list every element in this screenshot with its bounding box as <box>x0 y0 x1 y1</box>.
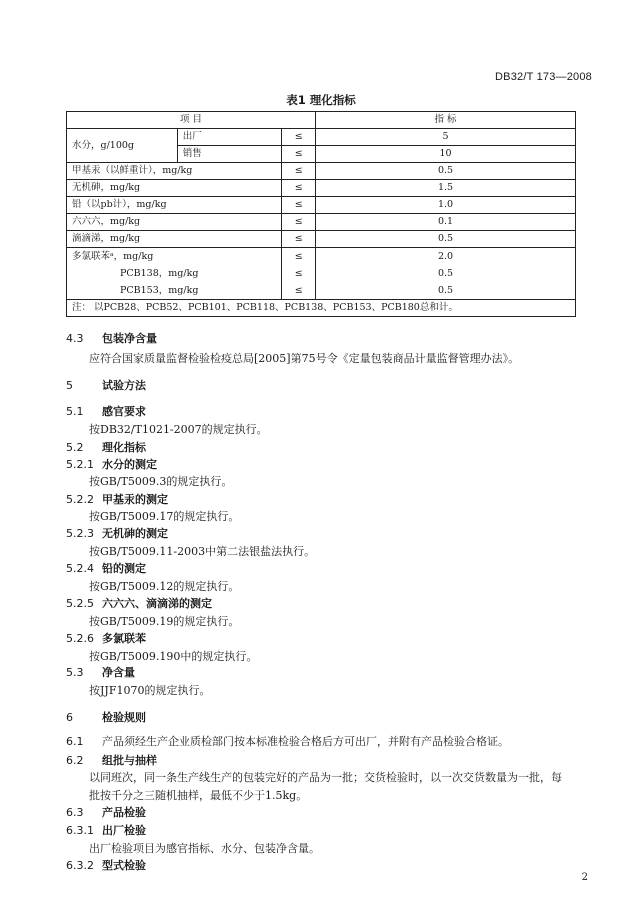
cell-value: 0.5 <box>316 163 576 180</box>
table-row <box>67 180 576 197</box>
paragraph-line <box>89 769 562 785</box>
cell-op: ≤ <box>282 129 316 146</box>
paragraph-line <box>66 733 509 749</box>
pcb138-label: PCB138，mg/kg <box>120 268 199 279</box>
section-number: 5.2.1 <box>66 458 94 471</box>
table-row <box>67 197 576 214</box>
section-heading <box>66 525 168 541</box>
value: 2.0 <box>437 251 454 262</box>
paragraph-text: 产品须经生产企业质检部门按本标准检验合格后方可出厂，并附有产品检验合格证。 <box>102 735 509 748</box>
cell-value: 10 <box>316 146 576 163</box>
paragraph-line <box>89 840 320 856</box>
section-title: 出厂检验 <box>102 824 146 837</box>
paragraph-text: 按GB/T5009.12的规定执行。 <box>89 580 240 593</box>
section-heading <box>66 377 146 393</box>
cell-item: 六六六，mg/kg <box>67 214 282 231</box>
paragraph-text: 按GB/T5009.17的规定执行。 <box>89 510 240 523</box>
cell-op: ≤ <box>282 214 316 231</box>
section-heading <box>66 630 146 646</box>
cell-op: ≤ <box>282 197 316 214</box>
op: ≤ <box>294 268 303 279</box>
table-row-pcb <box>67 248 576 300</box>
paragraph-line <box>89 648 257 664</box>
section-title: 试验方法 <box>102 379 146 392</box>
section-heading <box>66 439 146 455</box>
document-code: DB32/T 173—2008 <box>495 71 592 83</box>
table-row <box>67 163 576 180</box>
section-heading <box>66 664 135 680</box>
paragraph-text: 按GB/T5009.19的规定执行。 <box>89 615 240 628</box>
section-number: 5.2.3 <box>66 527 94 540</box>
section-heading <box>66 403 146 419</box>
pcb-total-label: 多氯联苯ᵃ，mg/kg <box>72 251 154 262</box>
paragraph-text: 应符合国家质量监督检验检疫总局[2005]第75号令《定量包装商品计量监督管理办法》。 <box>89 352 520 365</box>
paragraph-line <box>89 787 307 803</box>
paragraph-text: 按GB/T5009.11-2003中第二法银盐法执行。 <box>89 545 316 558</box>
op: ≤ <box>294 251 303 262</box>
paragraph-line <box>89 421 268 437</box>
section-number: 5.2 <box>66 441 84 454</box>
page-number: 2 <box>581 872 588 883</box>
section-heading <box>66 822 146 838</box>
section-heading <box>66 595 212 611</box>
section-number: 6.3.2 <box>66 859 94 872</box>
section-number: 5.2.6 <box>66 632 94 645</box>
section-number: 4.3 <box>66 332 84 345</box>
paragraph-line <box>89 578 239 594</box>
section-title: 多氯联苯 <box>102 632 146 645</box>
section-number: 5.2.2 <box>66 493 94 506</box>
header-index: 指 标 <box>316 112 576 129</box>
paragraph-text: 按GB/T5009.190中的规定执行。 <box>89 650 258 663</box>
section-heading <box>66 330 157 346</box>
paragraph-text: 出厂检验项目为感官指标、水分、包装净含量。 <box>89 842 320 855</box>
table-note: 注： 以PCB28、PCB52、PCB101、PCB118、PCB138、PCB153、PCB180总和计。 <box>67 300 576 317</box>
paragraph-text: 按DB32/T1021-2007的规定执行。 <box>89 423 268 436</box>
section-heading <box>66 857 146 873</box>
paragraph-line <box>89 473 232 489</box>
cell-value: 0.1 <box>316 214 576 231</box>
section-number: 5.2.5 <box>66 597 94 610</box>
section-number: 6.2 <box>66 754 84 767</box>
section-number: 5 <box>66 379 73 392</box>
header-item: 项 目 <box>67 112 316 129</box>
cell-item: 甲基汞（以鲜重计），mg/kg <box>67 163 282 180</box>
table-row <box>67 129 576 146</box>
section-heading <box>66 491 168 507</box>
section-title: 水分的测定 <box>102 458 157 471</box>
section-number: 5.3 <box>66 666 84 679</box>
cell-item-pcb <box>67 248 282 300</box>
section-number: 6.3 <box>66 806 84 819</box>
table-row <box>67 214 576 231</box>
section-title: 净含量 <box>102 666 135 679</box>
cell-item: 滴滴涕，mg/kg <box>67 231 282 248</box>
paragraph-line <box>89 682 210 698</box>
cell-op-pcb <box>282 248 316 300</box>
section-heading <box>66 709 146 725</box>
cell-item: 无机砷，mg/kg <box>67 180 282 197</box>
paragraph-text: 按GB/T5009.3的规定执行。 <box>89 475 233 488</box>
section-title: 铅的测定 <box>102 562 146 575</box>
section-heading <box>66 752 157 768</box>
paragraph-text: 按JJF1070的规定执行。 <box>89 684 211 697</box>
pcb153-label: PCB153，mg/kg <box>120 285 199 296</box>
table-row <box>67 231 576 248</box>
cell-item: 水分，g/100g <box>67 129 178 163</box>
section-title: 产品检验 <box>102 806 146 819</box>
cell-sub: 销售 <box>177 146 282 163</box>
cell-value: 5 <box>316 129 576 146</box>
section-number: 5.2.4 <box>66 562 94 575</box>
section-title: 组批与抽样 <box>102 754 157 767</box>
section-number: 6 <box>66 711 73 724</box>
paragraph-line <box>89 613 239 629</box>
section-heading <box>66 560 146 576</box>
section-title: 无机砷的测定 <box>102 527 168 540</box>
table-header-row <box>67 112 576 129</box>
cell-sub: 出厂 <box>177 129 282 146</box>
section-title: 理化指标 <box>102 441 146 454</box>
cell-item: 铅（以pb计），mg/kg <box>67 197 282 214</box>
op: ≤ <box>294 285 303 296</box>
section-heading <box>66 804 146 820</box>
paragraph-line <box>89 508 239 524</box>
section-heading <box>66 456 157 472</box>
paragraph-line <box>89 350 519 366</box>
section-title: 感官要求 <box>102 405 146 418</box>
cell-op: ≤ <box>282 231 316 248</box>
cell-value: 0.5 <box>316 231 576 248</box>
value: 0.5 <box>437 268 454 279</box>
section-title: 包装净含量 <box>102 332 157 345</box>
paragraph-text: 批按千分之三随机抽样，最低不少于1.5kg。 <box>89 789 308 802</box>
cell-value-pcb <box>316 248 576 300</box>
cell-op: ≤ <box>282 180 316 197</box>
paragraph-text: 以同班次，同一条生产线生产的包装完好的产品为一批；交货检验时，以一次交货数量为一批，每 <box>89 771 562 784</box>
paragraph-line <box>89 543 315 559</box>
section-number: 5.1 <box>66 405 84 418</box>
value: 0.5 <box>437 285 454 296</box>
section-title: 甲基汞的测定 <box>102 493 168 506</box>
cell-value: 1.5 <box>316 180 576 197</box>
section-number: 6.3.1 <box>66 824 94 837</box>
table-caption: 表1 理化指标 <box>286 93 356 107</box>
cell-value: 1.0 <box>316 197 576 214</box>
table-note-row <box>67 300 576 317</box>
specs-table <box>66 111 576 317</box>
section-title: 检验规则 <box>102 711 146 724</box>
section-number: 6.1 <box>66 735 84 748</box>
section-title: 型式检验 <box>102 859 146 872</box>
cell-op: ≤ <box>282 146 316 163</box>
section-title: 六六六、滴滴涕的测定 <box>102 597 212 610</box>
cell-op: ≤ <box>282 163 316 180</box>
